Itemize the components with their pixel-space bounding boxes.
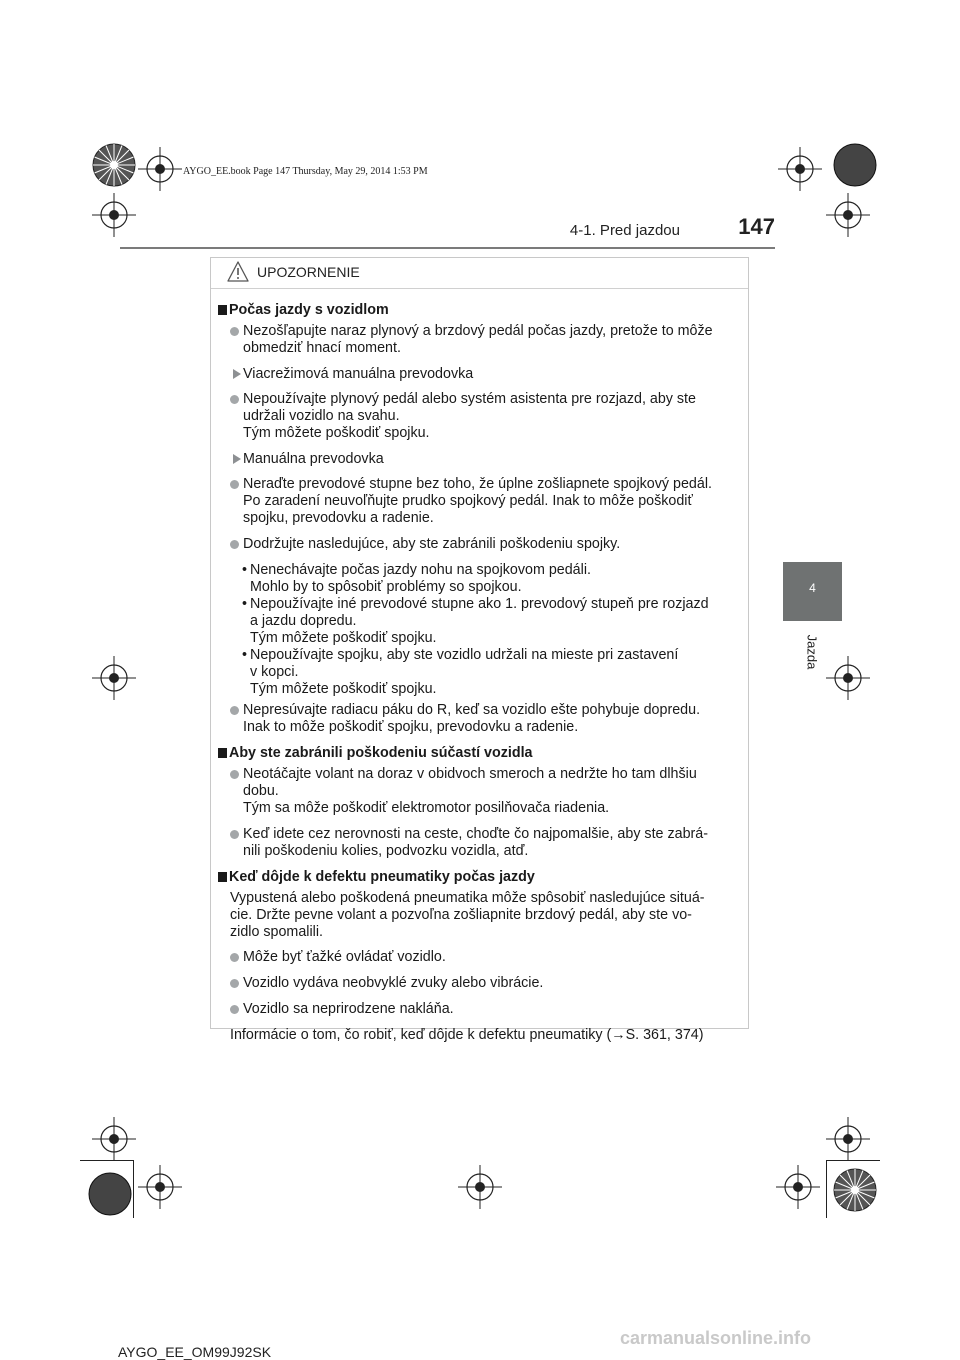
registration-crosshair-icon <box>92 1117 136 1161</box>
page-header <box>120 214 775 248</box>
list-item: Keď idete cez nerovnosti na ceste, choďte čo najpomalšie, aby ste zabrá- nili poškodeniu kolies, podvozku vozidla, atď. <box>218 826 741 860</box>
footer-code: AYGO_EE_OM99J92SK <box>118 1344 272 1360</box>
list-item: Vozidlo vydáva neobvyklé zvuky alebo vibrácie. <box>218 975 741 992</box>
registration-crosshair-icon <box>776 1165 820 1209</box>
registration-crosshair-icon <box>458 1165 502 1209</box>
paragraph: Informácie o tom, čo robiť, keď dôjde k defektu pneumatiky (→S. 361, 374) <box>230 1027 704 1043</box>
chapter-number: 4 <box>809 581 816 595</box>
registration-crosshair-icon <box>826 1117 870 1161</box>
chapter-title-text: Jazda <box>804 634 820 670</box>
warning-content <box>218 302 741 1052</box>
page-number: 147 <box>738 214 775 239</box>
section-heading: Aby ste zabránili poškodeniu súčastí vozidla <box>218 745 741 762</box>
registration-crosshair-icon <box>778 147 822 191</box>
crop-line <box>80 1160 134 1161</box>
header-rule <box>120 247 775 249</box>
list-item: Vozidlo sa neprirodzene nakláňa. <box>218 1001 741 1018</box>
triangle-marker-icon <box>233 454 241 464</box>
header-section-title: 4-1. Pred jazdou <box>569 222 680 239</box>
registration-crosshair-icon <box>826 656 870 700</box>
subheading: Manuálna prevodovka <box>218 451 741 468</box>
crop-line <box>133 1160 134 1218</box>
watermark: carmanualsonline.info <box>620 1328 812 1348</box>
triangle-marker-icon <box>233 369 241 379</box>
sub-list-item: • Nepoužívajte iné prevodové stupne ako 1. prevodový stupeň pre rozjazd a jazdu dopredu. Tým môžete poškodiť spojku. <box>242 596 709 646</box>
section-heading: Počas jazdy s vozidlom <box>218 302 741 319</box>
sub-list-item: • Nepoužívajte spojku, aby ste vozidlo udržali na mieste pri zastavení v kopci. Tým môžete poškodiť spojku. <box>242 647 679 697</box>
section-heading: Keď dôjde k defektu pneumatiky počas jazdy <box>218 869 741 886</box>
warning-header <box>211 258 748 289</box>
list-item: Nezošľapujte naraz plynový a brzdový pedál počas jazdy, pretože to môže obmedziť hnací moment. <box>218 323 741 357</box>
list-item: Neraďte prevodové stupne bez toho, že úplne zošliapnete spojkový pedál. Po zaradení neuvoľňujte prudko spojkový pedál. Inak to môže poškodiť spojku, prevodovku a radenie. <box>218 476 741 527</box>
registration-crosshair-icon <box>138 147 182 191</box>
list-item: Nepoužívajte plynový pedál alebo systém asistenta pre rozjazd, aby ste udržali vozidlo na svahu. Tým môžete poškodiť spojku. <box>218 391 741 442</box>
warning-title: UPOZORNENIE <box>257 264 360 280</box>
registration-sunburst-icon <box>833 1168 877 1212</box>
arrow-right-icon: → <box>611 1027 626 1043</box>
page-reference[interactable]: S. 361, 374) <box>625 1027 704 1043</box>
list-item: Môže byť ťažké ovládať vozidlo. <box>218 949 741 966</box>
warning-box <box>210 257 749 1043</box>
registration-crosshair-icon <box>826 193 870 237</box>
warning-triangle-icon <box>227 261 249 287</box>
list-item: Neotáčajte volant na doraz v obidvoch smeroch a nedržte ho tam dlhšiu dobu. Tým sa môže poškodiť elektromotor posilňovača riadenia. <box>218 766 741 817</box>
list-item: Nepresúvajte radiacu páku do R, keď sa vozidlo ešte pohybuje dopredu. Inak to môže poškodiť spojku, prevodovku a radenie. <box>218 702 741 736</box>
registration-dark-circle-icon <box>88 1172 132 1216</box>
chapter-tab <box>783 562 842 621</box>
registration-crosshair-icon <box>92 656 136 700</box>
registration-dark-circle-icon <box>833 143 877 187</box>
subheading: Viacrežimová manuálna prevodovka <box>218 366 741 383</box>
sub-list-item: • Nenechávajte počas jazdy nohu na spojkovom pedáli. Mohlo by to spôsobiť problémy so spojkou. <box>242 562 591 595</box>
chapter-title <box>792 630 832 674</box>
registration-crosshair-icon <box>138 1165 182 1209</box>
book-info: AYGO_EE.book Page 147 Thursday, May 29, 2014 1:53 PM <box>183 166 428 177</box>
crop-line <box>826 1160 827 1218</box>
list-item: Dodržujte nasledujúce, aby ste zabránili poškodeniu spojky. <box>218 536 741 553</box>
crop-line <box>826 1160 880 1161</box>
paragraph: Vypustená alebo poškodená pneumatika môže spôsobiť nasledujúce situá- cie. Držte pevne volant a pozvoľna zošliapnite brzdový pedál, aby ste vo- zidlo spomalili. <box>230 890 705 940</box>
registration-sunburst-icon <box>92 143 136 187</box>
